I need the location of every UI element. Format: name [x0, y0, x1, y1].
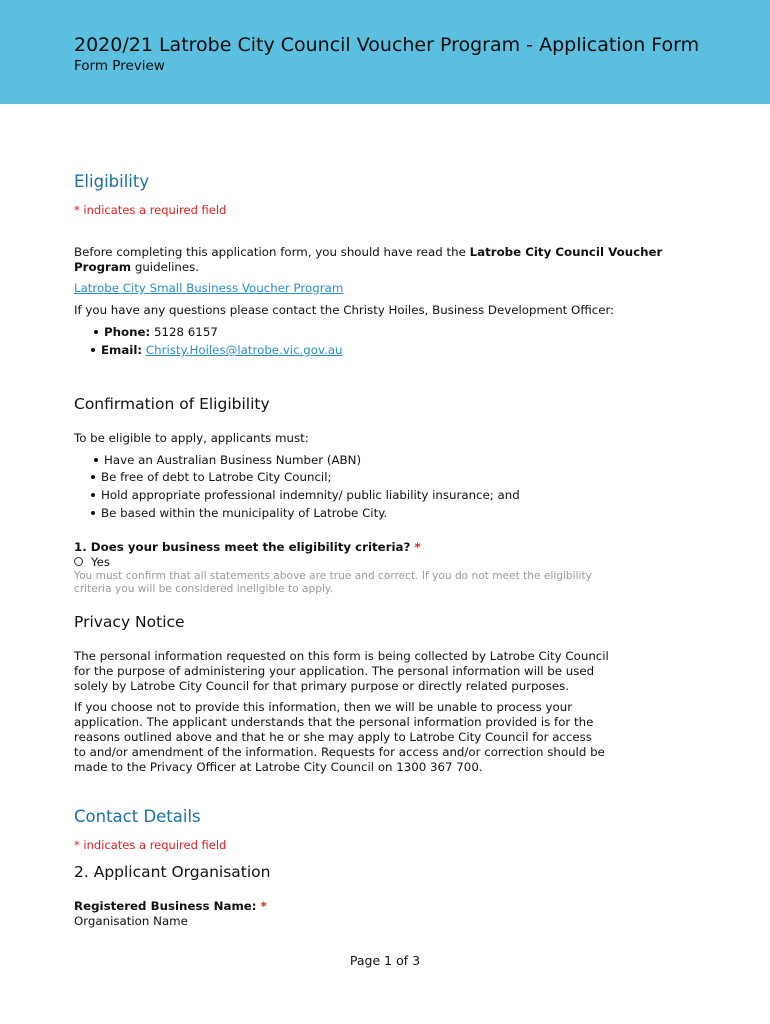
email-label: Email: [101, 343, 143, 357]
privacy-line: made to the Privacy Officer at Latrobe City Council on 1300 367 700. [74, 760, 483, 774]
criteria-item [91, 488, 520, 502]
confirmation-heading: Confirmation of Eligibility [74, 395, 270, 413]
phone-value: 5128 6157 [154, 325, 218, 339]
hint-line: criteria you will be considered ineligible to apply. [74, 583, 334, 595]
radio-label: Yes [91, 555, 111, 569]
intro-program-name: Latrobe City Council Voucher Program [74, 245, 663, 274]
email-link[interactable]: Christy.Hoiles@latrobe.vic.gov.au [145, 343, 343, 357]
contact-heading: Contact Details [74, 807, 201, 826]
bullet-dot [91, 493, 95, 497]
bullet-dot [91, 348, 95, 352]
privacy-heading: Privacy Notice [74, 613, 185, 631]
criteria-item [91, 506, 387, 520]
phone-item [94, 325, 218, 339]
radio-button[interactable] [74, 557, 83, 566]
question-text: 1. Does your business meet the eligibility criteria? [74, 540, 411, 554]
label-text: Registered Business Name: [74, 899, 257, 913]
guidelines-link-row [74, 281, 674, 296]
email-item [91, 343, 343, 357]
applicant-organisation-heading: 2. Applicant Organisation [74, 863, 271, 881]
eligibility-hint [74, 570, 674, 596]
criteria-text: Hold appropriate professional indemnity/ public liability insurance; and [101, 488, 520, 502]
criteria-text: Be based within the municipality of Latrobe City. [101, 506, 388, 520]
privacy-line: reasons outlined above and that he or she may apply to Latrobe City Council for access [74, 730, 592, 744]
required-star: * [414, 540, 421, 554]
form-title: 2020/21 Latrobe City Council Voucher Program - Application Form [74, 34, 700, 56]
radio-option-yes[interactable] [74, 555, 110, 569]
bullet-dot [94, 458, 98, 462]
criteria-item [91, 470, 331, 484]
criteria-text: Be free of debt to Latrobe City Council; [101, 470, 332, 484]
privacy-paragraph-2 [74, 700, 674, 775]
phone-label: Phone: [104, 325, 151, 339]
business-name-label [74, 899, 267, 913]
intro-text: Before completing this application form, you should have read the [74, 245, 470, 259]
bullet-dot [91, 511, 95, 515]
page-number: Page 1 of 3 [349, 953, 421, 968]
eligibility-question [74, 540, 421, 554]
eligibility-heading: Eligibility [74, 172, 150, 191]
bullet-dot [91, 475, 95, 479]
bullet-dot [94, 330, 98, 334]
privacy-paragraph-1 [74, 649, 674, 694]
criteria-text: Have an Australian Business Number (ABN) [104, 453, 362, 467]
form-subtitle: Form Preview [74, 58, 165, 74]
organisation-name-sublabel: Organisation Name [74, 914, 188, 928]
guidelines-link[interactable]: Latrobe City Small Business Voucher Program [74, 281, 344, 295]
intro-suffix: guidelines. [131, 260, 200, 274]
required-field-note: * indicates a required field [74, 203, 227, 217]
privacy-line: solely by Latrobe City Council for that primary purpose or directly related purposes. [74, 679, 570, 693]
confirmation-intro: To be eligible to apply, applicants must: [74, 431, 309, 445]
hint-line: You must confirm that all statements above are true and correct. If you do not meet the eligibility [74, 570, 592, 582]
privacy-line: to and/or amendment of the information. Requests for access and/or correction should be [74, 745, 605, 759]
privacy-line: for the purpose of administering your application. The personal information will be used [74, 664, 595, 678]
criteria-item [94, 453, 361, 467]
privacy-line: application. The applicant understands that the personal information provided is for the [74, 715, 594, 729]
questions-text: If you have any questions please contact the Christy Hoiles, Business Development Officer: [74, 303, 615, 317]
privacy-line: The personal information requested on this form is being collected by Latrobe City Council [74, 649, 609, 663]
form-header [0, 0, 770, 104]
privacy-line: If you choose not to provide this information, then we will be unable to process your [74, 700, 573, 714]
required-field-note: * indicates a required field [74, 838, 227, 852]
required-star: * [260, 899, 267, 913]
intro-paragraph [74, 245, 674, 275]
